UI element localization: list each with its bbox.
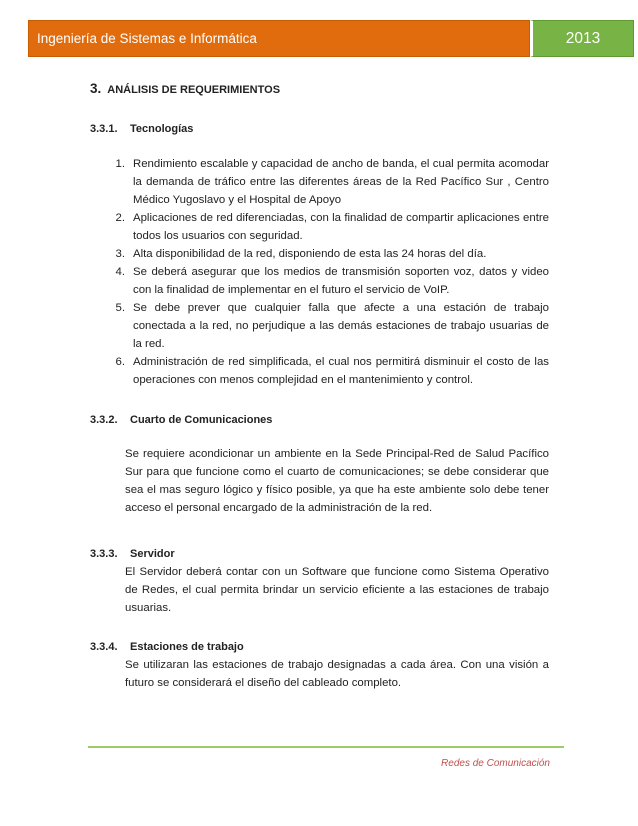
subsection-number: 3.3.4. xyxy=(90,641,118,653)
paragraph-332: Se requiere acondicionar un ambiente en la Sede Principal-Red de Salud Pacífico Sur para que funcione como el cuarto de comunicaciones; se debe considerar que sea el mas seguro lógico y físico posible, ya que ha este ambiente solo debe tener acceso el personal encargado de la administración de la red. xyxy=(125,448,549,514)
subsection-number: 3.3.1. xyxy=(90,123,118,135)
subsection-heading-331 xyxy=(90,120,193,138)
footer-divider xyxy=(88,746,564,748)
list-item: 4. Se deberá asegurar que los medios de transmisión soporten voz, datos y video con la finalidad de implementar en el futuro el servicio de VoIP. xyxy=(115,266,549,296)
list-item: 3. Alta disponibilidad de la red, disponiendo de esta las 24 horas del día. xyxy=(115,248,487,260)
section-heading xyxy=(90,80,280,99)
list-item: 6. Administración de red simplificada, el cual nos permitirá disminuir el costo de las operaciones con menos complejidad en el mantenimiento y control. xyxy=(115,356,549,386)
section-number: 3. xyxy=(90,81,102,96)
page-header xyxy=(28,20,634,57)
subsection-heading-334 xyxy=(90,638,244,656)
header-year: 2013 xyxy=(530,20,634,57)
subsection-heading-333 xyxy=(90,545,175,563)
list-item: 1. Rendimiento escalable y capacidad de ancho de banda, el cual permita acomodar la demanda de tráfico entre las diferentes áreas de la Red Pacífico Sur , Centro Médico Yugoslavo y el Hospital de Apoyo xyxy=(115,158,549,206)
subsection-number: 3.3.3. xyxy=(90,548,118,560)
paragraph-333: El Servidor deberá contar con un Software que funcione como Sistema Operativo de Redes, el cual permita brindar un servicio eficiente a las estaciones de trabajo usuarias. xyxy=(125,566,549,614)
subsection-title: Cuarto de Comunicaciones xyxy=(130,414,273,426)
header-title: Ingeniería de Sistemas e Informática xyxy=(28,20,530,57)
subsection-title: Servidor xyxy=(130,548,175,560)
subsection-title: Estaciones de trabajo xyxy=(130,641,244,653)
footer-text: Redes de Comunicación xyxy=(441,758,550,769)
subsection-heading-332 xyxy=(90,411,272,429)
list-item: 2. Aplicaciones de red diferenciadas, con la finalidad de compartir aplicaciones entre todos los usuarios con seguridad. xyxy=(115,212,549,242)
paragraph-334: Se utilizaran las estaciones de trabajo designadas a cada área. Con una visión a futuro se considerará el diseño del cableado completo. xyxy=(125,659,549,689)
list-item: 5. Se debe prever que cualquier falla que afecte a una estación de trabajo conectada a la red, no perjudique a las demás estaciones de trabajo usuarias de la red. xyxy=(115,302,549,350)
subsection-number: 3.3.2. xyxy=(90,414,118,426)
subsection-title: Tecnologías xyxy=(130,123,194,135)
technology-list xyxy=(103,155,549,389)
section-title: ANÁLISIS DE REQUERIMIENTOS xyxy=(107,84,281,96)
